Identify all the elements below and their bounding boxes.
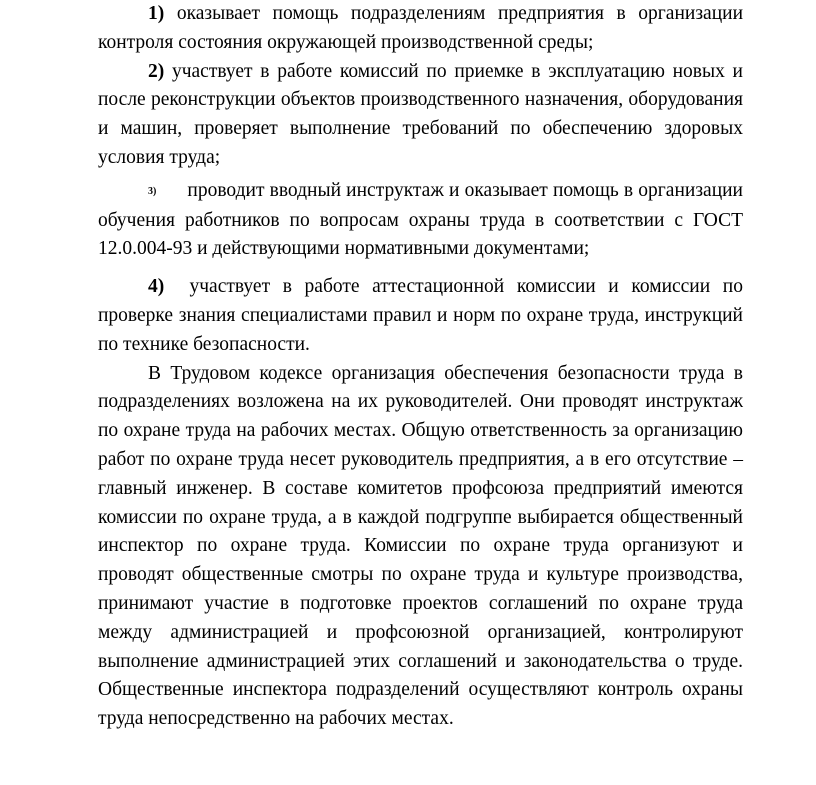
- list-item-1: [98, 0, 743, 58]
- document-page: [98, 0, 748, 734]
- list-item-text: оказывает помощь подразделениям предприятия в организации контроля состояния окружающей производственной среды;: [98, 3, 743, 53]
- list-item-text: проводит вводный инструктаж и оказывает помощь в организации обучения работников по вопросам охраны труда в соответствии с ГОСТ 12.0.004-93 и действующими нормативными документами;: [98, 179, 748, 260]
- list-item-text: участвует в работе аттестационной комиссии и комиссии по проверке знания специалистами правил и норм по охране труда, инструкций по технике безопасности.: [98, 276, 748, 355]
- list-item-2: [98, 58, 743, 173]
- list-item-number: 1): [148, 3, 165, 24]
- body-paragraph: В Трудовом кодексе организация обеспечения безопасности труда в подразделениях возложена на их руководителей. Они проводят инструктаж по охране труда на рабочих местах. Общую ответственность за организацию работ по охране труда несет руководитель предприятия, а в его отсутствие – главный инженер. В составе комитетов профсоюза предприятий имеются комиссии по охране труда, а в каждой подгруппе выбирается общественный инспектор по охране труда. Комиссии по охране труда организуют и проводят общественные смотры по охране труда и культуре производства, принимают участие в подготовке проектов соглашений по охране труда между администрацией и профсоюзной организацией, контролируют выполнение администрацией этих соглашений и законодательства о труде. Общественные инспектора подразделений осуществляют контроль охраны труда непосредственно на рабочих местах.: [98, 362, 743, 730]
- list-item-text: участвует в работе комиссий по приемке в эксплуатацию новых и после реконструкции объектов производственного назначения, оборудования и машин, проверяет выполнение требований по обеспечению здоровых условия труда;: [98, 60, 743, 168]
- list-item-number: 4): [148, 276, 165, 298]
- list-item-4: [98, 273, 748, 359]
- list-item-number: 3): [148, 185, 157, 197]
- list-item-3: [98, 177, 748, 264]
- list-item-number: 2): [148, 60, 165, 82]
